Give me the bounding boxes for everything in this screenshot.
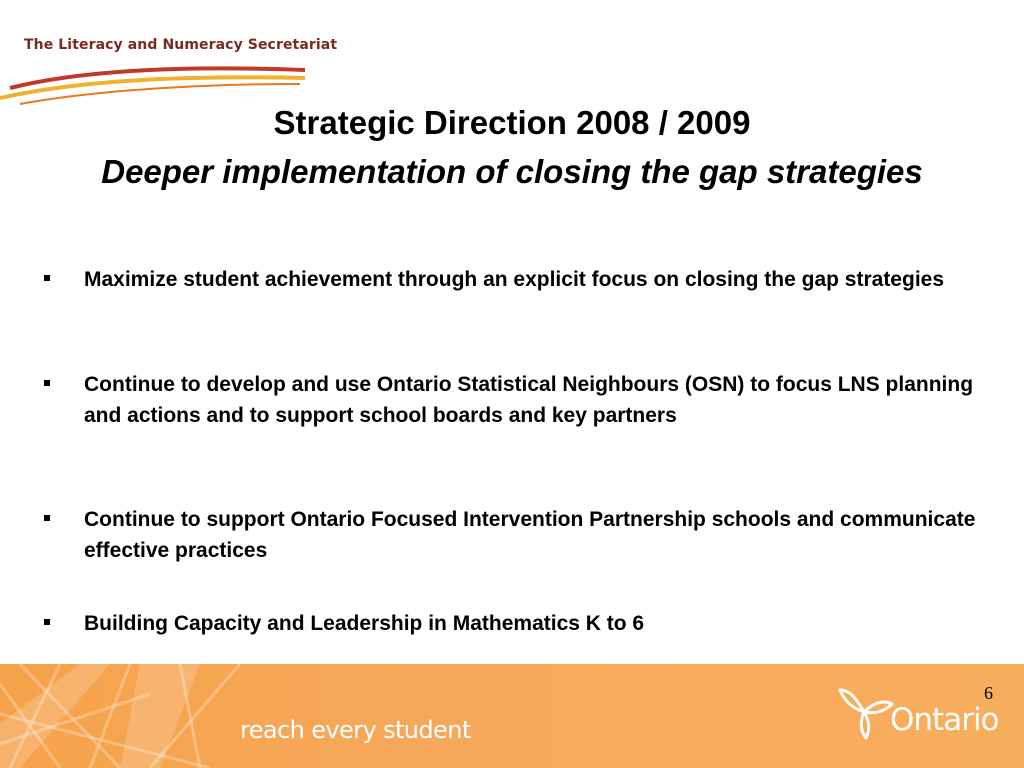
bullet-square-icon xyxy=(44,515,50,521)
bullet-item xyxy=(40,608,644,639)
bullet-square-icon xyxy=(44,380,50,386)
header-swoosh-icon xyxy=(0,58,320,108)
footer-banner xyxy=(0,664,1024,768)
slide-title: Strategic Direction 2008 / 2009 xyxy=(273,104,751,141)
ontario-wordmark: Ontario xyxy=(890,702,999,738)
footer-tagline: reach every student xyxy=(240,716,471,744)
bullet-text: Maximize student achievement through an explicit focus on closing the gap strategies xyxy=(84,268,945,291)
bullet-square-icon xyxy=(44,275,50,281)
slide-subtitle: Deeper implementation of closing the gap strategies xyxy=(101,153,923,190)
bullet-text: Continue to support Ontario Focused Intervention Partnership schools and communicate effective practices xyxy=(84,508,976,562)
trillium-icon xyxy=(834,684,894,740)
organization-name: The Literacy and Numeracy Secretariat xyxy=(24,37,338,53)
bullet-item xyxy=(40,369,980,431)
bullet-text: Continue to develop and use Ontario Statistical Neighbours (OSN) to focus LNS planning and actions and to support school boards and key partners xyxy=(84,373,974,427)
bullet-item xyxy=(40,264,944,295)
bullet-text: Building Capacity and Leadership in Mathematics K to 6 xyxy=(84,612,645,635)
bullet-square-icon xyxy=(44,619,50,625)
bullet-item xyxy=(40,504,980,566)
page-number: 6 xyxy=(984,683,993,703)
